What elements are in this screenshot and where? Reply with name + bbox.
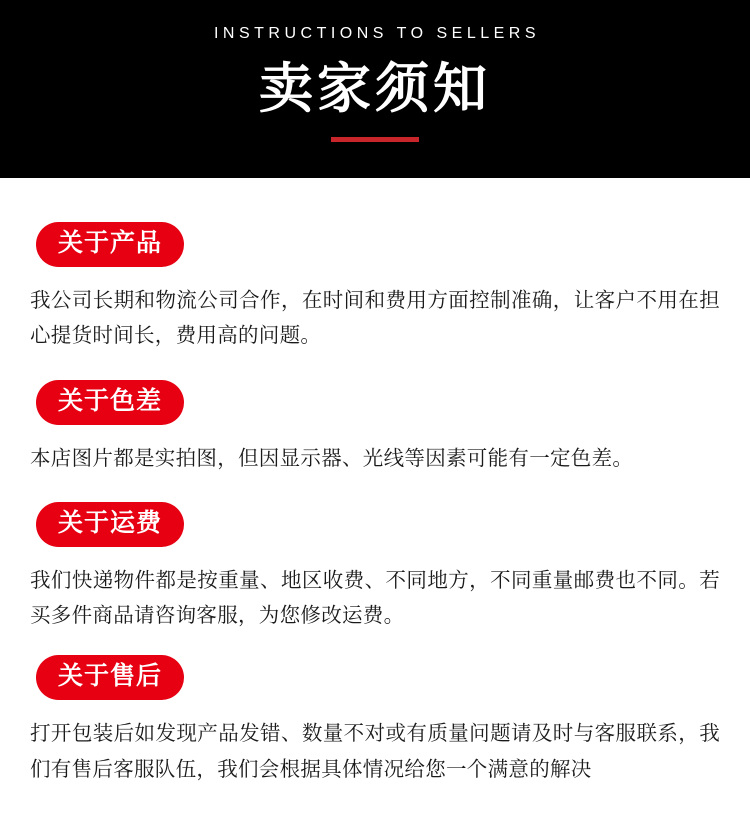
spacer-1	[30, 354, 720, 380]
section-body-after-sales: 打开包装后如发现产品发错、数量不对或有质量问题请及时与客服联系，我们有售后客服队伍，我们会根据具体情况给您一个满意的解决	[30, 722, 720, 781]
section-about-color	[30, 380, 720, 476]
section-body-about-product: 我公司长期和物流公司合作，在时间和费用方面控制准确，让客户不用在担心提货时间长，费用高的问题。	[30, 289, 720, 348]
page-title: 卖家须知	[259, 59, 491, 119]
header-eyebrow-text: INSTRUCTIONS TO SELLERS	[213, 25, 541, 42]
section-tag-about-color: 关于色差	[36, 380, 184, 425]
page-header	[0, 0, 750, 178]
section-body-about-shipping: 我们快递物件都是按重量、地区收费、不同地方，不同重量邮费也不同。若买多件商品请咨询客服，为您修改运费。	[30, 568, 720, 627]
section-about-shipping	[30, 502, 720, 634]
spacer-3	[30, 633, 720, 655]
header-accent-rule	[331, 137, 419, 142]
section-after-sales	[30, 655, 720, 787]
section-body-about-color: 本店图片都是实拍图，但因显示器、光线等因素可能有一定色差。	[30, 446, 634, 470]
section-about-product	[30, 222, 720, 354]
content-area	[0, 222, 750, 787]
section-tag-after-sales: 关于售后	[36, 655, 184, 700]
spacer-2	[30, 476, 720, 502]
section-tag-about-product: 关于产品	[36, 222, 184, 267]
section-tag-about-shipping: 关于运费	[36, 502, 184, 547]
